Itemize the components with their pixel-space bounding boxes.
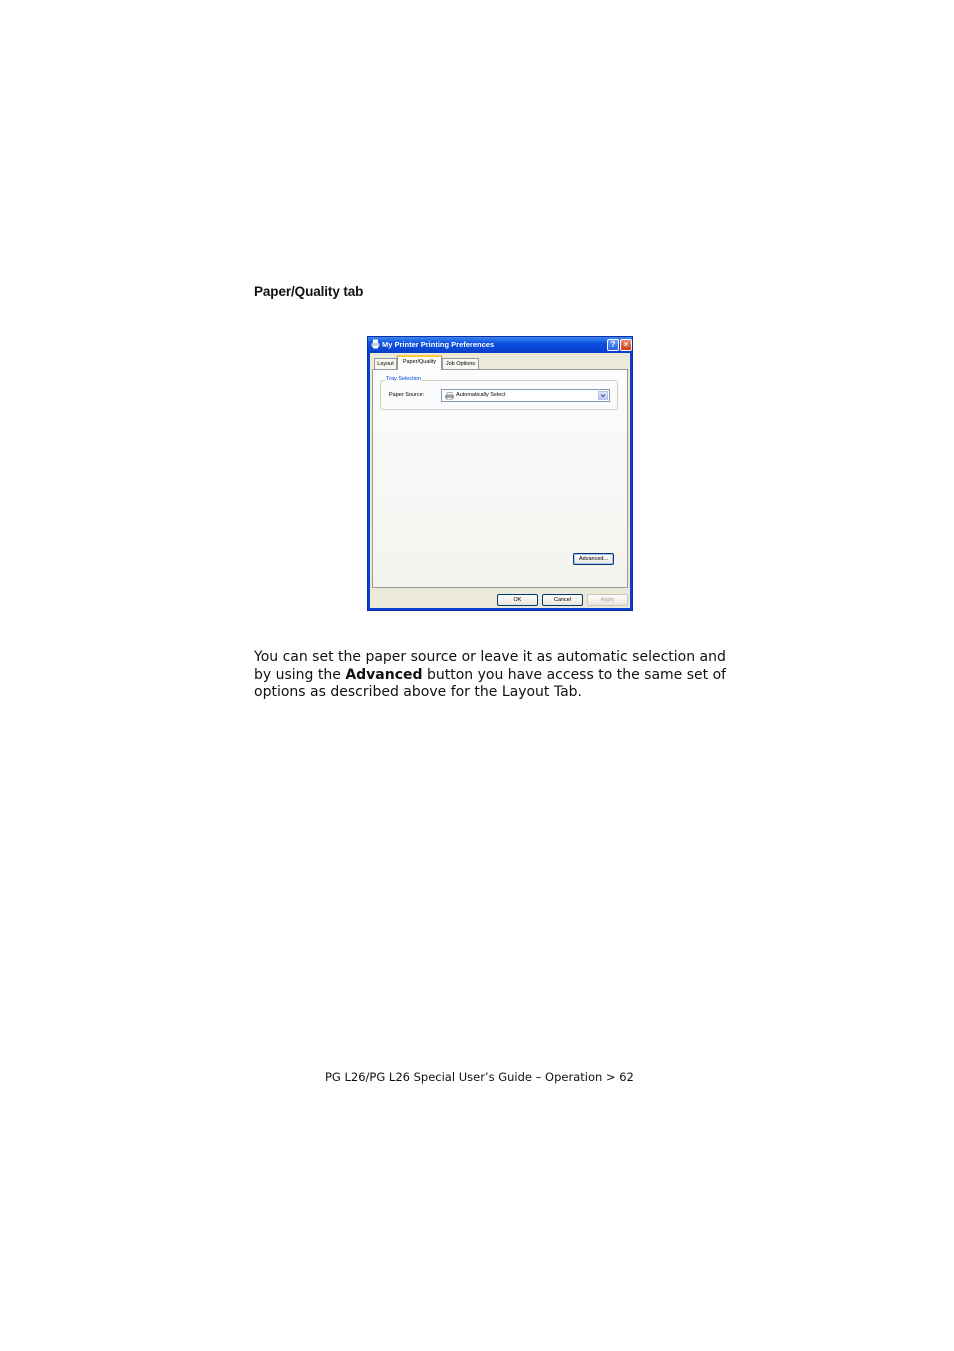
- body-text-end: button you have access to the same set of options as described above for the Layout Tab.: [254, 666, 727, 700]
- apply-button[interactable]: Apply: [587, 594, 628, 606]
- chevron-down-icon: [599, 392, 607, 399]
- tray-selection-group: [380, 376, 618, 410]
- dialog-titlebar[interactable]: [368, 337, 632, 353]
- printer-icon: [371, 339, 380, 349]
- tab-panel: [372, 369, 628, 588]
- group-title: Tray Selection: [386, 376, 421, 382]
- page-footer: PG L26/PG L26 Special User’s Guide – Operation > 62: [325, 1070, 634, 1084]
- dialog-title: My Printer Printing Preferences: [382, 340, 495, 349]
- body-paragraph: [254, 649, 734, 702]
- tab-layout[interactable]: Layout: [374, 358, 397, 369]
- printer-icon: [445, 392, 454, 400]
- paper-source-label: Paper Source:: [389, 392, 425, 398]
- cancel-button[interactable]: Cancel: [542, 594, 583, 606]
- body-text-bold: Advanced: [345, 666, 423, 683]
- ok-button[interactable]: OK: [497, 594, 538, 606]
- help-button[interactable]: ?: [607, 339, 619, 351]
- paper-source-select[interactable]: [441, 389, 610, 402]
- tab-paper-quality[interactable]: Paper/Quality: [397, 355, 442, 370]
- advanced-button[interactable]: Advanced...: [573, 553, 614, 565]
- paper-source-value: Automatically Select: [456, 392, 506, 398]
- dialog-client-area: [370, 353, 630, 608]
- dropdown-arrow-button[interactable]: [598, 391, 608, 400]
- body-text-start: You can set the paper source or leave it as automatic selection and by using the: [254, 649, 726, 683]
- section-heading: Paper/Quality tab: [254, 284, 364, 299]
- tab-job-options[interactable]: Job Options: [442, 358, 479, 369]
- close-button[interactable]: ×: [620, 339, 632, 351]
- printing-preferences-dialog: [367, 336, 633, 611]
